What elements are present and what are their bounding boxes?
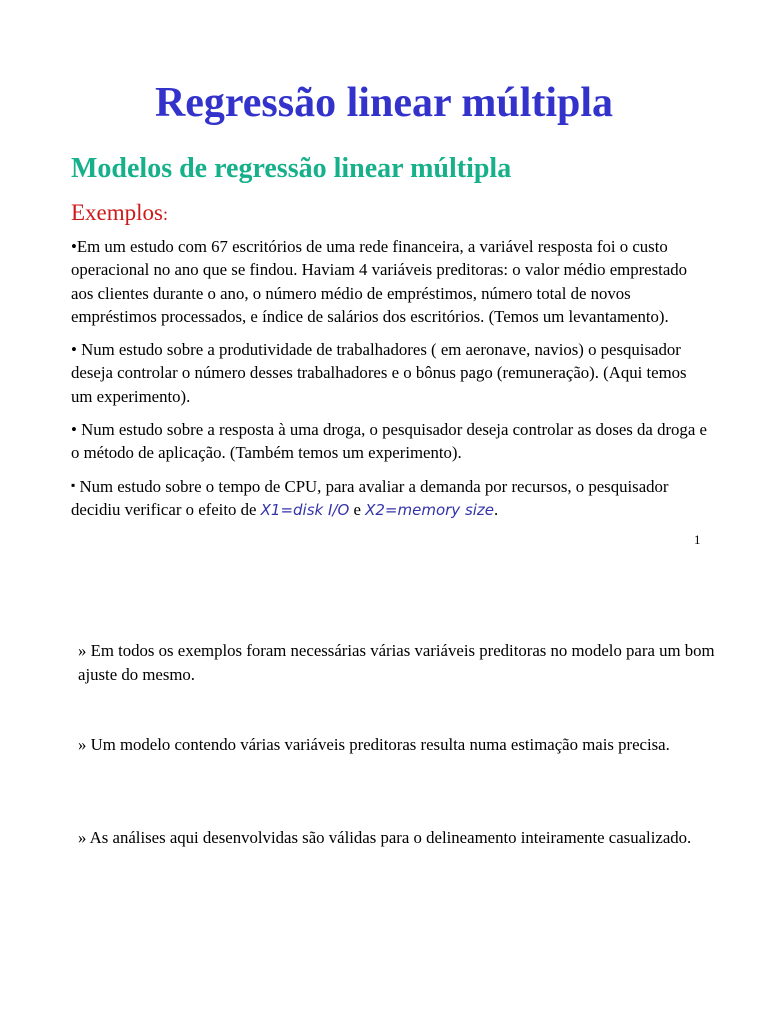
example-cpu-time (71, 474, 711, 523)
variable-x2: X2=memory size (365, 500, 495, 519)
page-title: Regressão linear múltipla (154, 80, 614, 126)
square-bullet-icon: ▪ (71, 477, 76, 492)
example-financial-offices: •Em um estudo com 67 escritórios de uma rede financeira, a variável resposta foi o custo operacional no ano que se findou. Haviam 4 variáveis preditoras: o valor médio emprestado aos clientes durante o ano, o número médio de empréstimos, número total de novos empréstimos processados, e índice de salários dos escritórios. (Temos um levantamento). (71, 237, 688, 326)
examples-heading (71, 199, 168, 227)
section-subtitle: Modelos de regressão linear múltipla (71, 153, 512, 184)
examples-heading-text: Exemplos (71, 200, 163, 225)
note-predictors-needed: » Em todos os exemplos foram necessárias várias variáveis preditoras no modelo para um bom ajuste do mesmo. (78, 641, 715, 684)
page-number: 1 (694, 532, 701, 547)
examples-list (71, 235, 711, 532)
examples-heading-colon: : (163, 204, 169, 224)
note-precision: » Um modelo contendo várias variáveis preditoras resulta numa estimação mais precisa. (78, 735, 670, 754)
variable-x1: X1=disk I/O (260, 500, 350, 519)
note-design: » As análises aqui desenvolvidas são válidas para o delineamento inteiramente casualizado. (78, 828, 692, 847)
example-cpu-end: . (494, 499, 499, 519)
example-worker-productivity: • Num estudo sobre a produtividade de trabalhadores ( em aeronave, navios) o pesquisador deseja controlar o número desses trabalhadores e o bônus pago (remuneração). (Aqui temos um experimento). (71, 340, 687, 406)
example-drug-response: • Num estudo sobre a resposta à uma droga, o pesquisador deseja controlar as doses da droga e o método de aplicação. (Também temos um experimento). (71, 420, 707, 463)
example-cpu-joiner: e (349, 499, 366, 519)
example-cpu-text: Num estudo sobre o tempo de CPU, para avaliar a demanda por recursos, o pesquisador decidiu verificar o efeito de (71, 476, 669, 519)
